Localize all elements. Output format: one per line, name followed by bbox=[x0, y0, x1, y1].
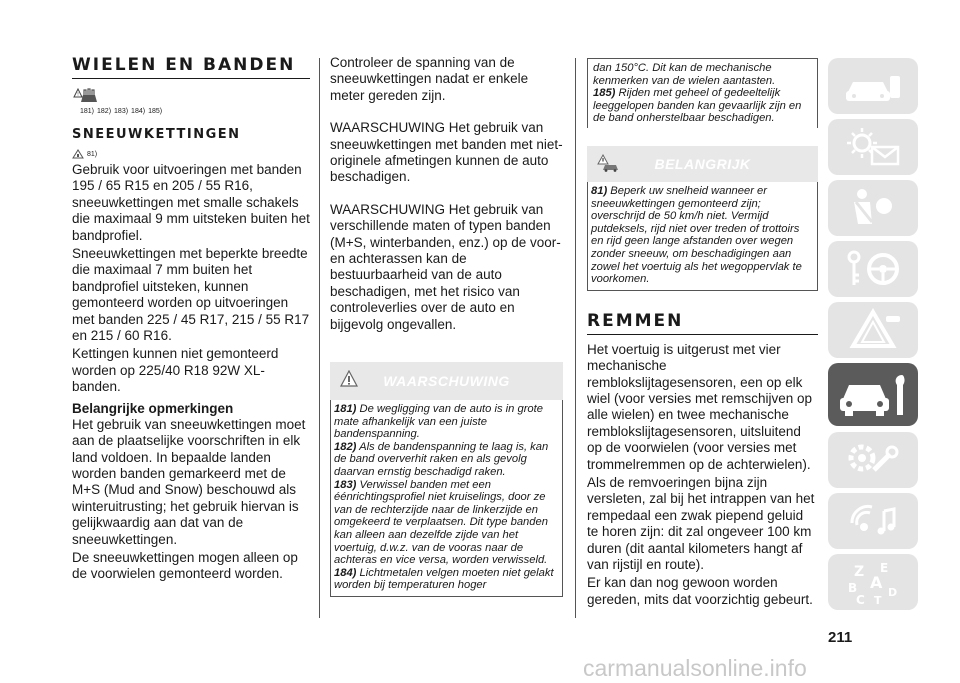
note-item bbox=[334, 479, 559, 567]
chapter-tab-safety[interactable] bbox=[828, 180, 918, 236]
chapter-tab-lights[interactable] bbox=[828, 119, 918, 175]
hand-warning-icon bbox=[72, 149, 84, 159]
warning-notes-continued bbox=[587, 58, 818, 128]
note-ref: 181) bbox=[80, 108, 95, 115]
note-item bbox=[334, 403, 559, 441]
important-title: BELANGRIJK bbox=[654, 155, 751, 172]
note-ref: 81) bbox=[87, 151, 98, 158]
index-letter: D bbox=[888, 586, 898, 599]
paragraph: Gebruik voor uitvoeringen met banden 195 / 65 R15 en 205 / 55 R16, sneeuwkettingen met smalle schakels die maximaal 9 mm uitsteken buiten het bandprofiel. bbox=[72, 162, 310, 243]
note-ref: 183) bbox=[114, 108, 129, 115]
note-number: 81) bbox=[591, 184, 608, 197]
paragraph: Als de remvoeringen bijna zijn versleten, zal bij het intrappen van het rempedaal een zwak piepend geluid te horen zijn: dit zal ongeveer 100 km duren (dit aantal kilometers hangt af van rijstijl en route). bbox=[587, 474, 815, 572]
note-ref: 184) bbox=[131, 108, 146, 115]
paragraph: WAARSCHUWING Het gebruik van verschillende maten of typen banden (M+S, winterbanden, enz.) op de voor- en achterassen kan de bestuurbaarheid van de auto beschadigen, met het risico van controleverlies over de auto en bijgevolg ongevallen. bbox=[330, 201, 561, 332]
note-item bbox=[334, 567, 559, 592]
car-dashboard-icon bbox=[828, 58, 918, 114]
car-warning-icon bbox=[597, 154, 619, 172]
note-number: 183) bbox=[334, 478, 357, 491]
note-text: De wegligging van de auto is in grote mate afhankelijk van een juiste bandenspanning. bbox=[334, 403, 543, 441]
index-letter: Z bbox=[854, 564, 865, 580]
note-text: Rijden met geheel of gedeeltelijk leeggelopen banden kan gevaarlijk zijn en de band onherstelbaar beschadigen. bbox=[593, 87, 802, 125]
svg-text:!: ! bbox=[77, 92, 80, 98]
note-number: 181) bbox=[334, 403, 357, 416]
note-item bbox=[593, 87, 812, 125]
note-references bbox=[80, 107, 310, 116]
paragraph: Controleer de spanning van de sneeuwkettingen nadat er enkele meter gereden zijn. bbox=[330, 55, 529, 103]
index-letter: T bbox=[874, 594, 882, 607]
chapter-tab-dashboard[interactable] bbox=[828, 58, 918, 114]
watermark: carmanualsonline.info bbox=[583, 655, 807, 681]
note-references bbox=[72, 149, 310, 159]
multimedia-icon bbox=[828, 493, 918, 549]
paragraph: Het voertuig is uitgerust met vier mechanische remblokslijtagesensoren, een op elk wiel (voor versies met remschijven op alle wielen) en twee mechanische remblokslijtagesensoren, uitsluitend op de voorwielen (voor versies met trommelremmen op de achterwielen). bbox=[587, 341, 813, 472]
page-number: 211 bbox=[828, 629, 853, 646]
paragraph: Er kan dan nog gewoon worden gereden, mits dat voorzichtig gebeurt. bbox=[587, 575, 813, 607]
lights-and-envelope-icon bbox=[828, 119, 918, 175]
chapter-tab-multimedia[interactable] bbox=[828, 493, 918, 549]
warning-triangle-icon bbox=[340, 370, 358, 388]
chapter-tab-technical-data[interactable] bbox=[828, 432, 918, 488]
car-wrench-icon bbox=[828, 363, 918, 426]
seatbelt-airbag-icon bbox=[828, 180, 918, 236]
paragraph: De sneeuwkettingen mogen alleen op de voorwielen gemonteerd worden. bbox=[72, 549, 298, 582]
warning-title: WAARSCHUWING bbox=[383, 373, 510, 390]
chapter-tab-starting[interactable] bbox=[828, 241, 918, 297]
index-letter: C bbox=[856, 593, 865, 607]
column-divider bbox=[319, 58, 320, 618]
important-notes bbox=[587, 182, 818, 291]
note-text: Lichtmetalen velgen moeten niet gelakt worden bij temperaturen hoger bbox=[334, 566, 554, 592]
section-title: WIELEN EN BANDEN bbox=[72, 55, 310, 79]
paragraph: Sneeuwkettingen met beperkte breedte die maximaal 7 mm buiten het bandprofiel uitsteken, kunnen gemonteerd worden op uitvoeringen met banden 225 / 45 R17, 215 / 55 R17 en 215 / 60 R16. bbox=[72, 246, 310, 344]
note-text: dan 150°C. Dit kan de mechanische kenmerken van de wielen aantasten. bbox=[593, 62, 776, 87]
subheading: Belangrijke opmerkingen bbox=[72, 400, 234, 416]
note-ref: 185) bbox=[148, 108, 163, 115]
note-text: Verwissel banden met een éénrichtingsprofiel niet kruiselings, door ze van de rechterzijde naar de linkerzijde en omgekeerd te verplaatsen. Dit type banden kan alleen aan dezelfde zijde van het voertuig, d.w.z. van de vooras naar de achteras en vice versa, worden verwisseld. bbox=[334, 478, 548, 567]
column-2 bbox=[330, 0, 563, 597]
chapter-tab-maintenance[interactable] bbox=[828, 363, 918, 426]
warning-triangle-icon bbox=[828, 302, 918, 358]
note-ref: 182) bbox=[97, 108, 112, 115]
note-item bbox=[334, 441, 559, 479]
subsection-title: SNEEUWKETTINGEN bbox=[72, 127, 241, 142]
chapter-tab-index[interactable] bbox=[828, 554, 918, 610]
key-steering-wheel-icon bbox=[828, 241, 918, 297]
warning-car-chain-icon bbox=[72, 86, 98, 104]
index-letter: E bbox=[880, 561, 889, 575]
paragraph: Kettingen kunnen niet gemonteerd worden op 225/40 R18 92W XL-banden. bbox=[72, 346, 279, 395]
section-title: REMMEN bbox=[587, 311, 818, 335]
wrench-gear-icon bbox=[828, 432, 918, 488]
warning-notes bbox=[330, 400, 563, 597]
note-text: Als de bandenspanning te laag is, kan de band oververhit raken en als gevolg daarvan ernstig beschadigd raken. bbox=[334, 440, 549, 479]
paragraph: Het gebruik van sneeuwkettingen moet aan de plaatselijke voorschriften in elk land voldoen. In bepaalde landen worden banden gemarkeerd met de M+S (Mud and Snow) beschouwd als winteruitrusting; het gebruik hiervan is gelijkwaardig aan dat van de sneeuwkettingen. bbox=[72, 416, 306, 547]
warning-box bbox=[330, 362, 563, 597]
index-letter: A bbox=[870, 573, 883, 592]
chapter-tab-emergency[interactable] bbox=[828, 302, 918, 358]
column-3 bbox=[587, 0, 818, 608]
warning-header bbox=[330, 362, 563, 400]
note-text: Beperk uw snelheid wanneer er sneeuwkettingen gemonteerd zijn; overschrijd de 50 km/h niet. Vermijd putdeksels, rijd niet over treden of trottoirs en rijd geen lange afstanden over wegen zonder sneeuw, om beschadigingen aan zowel het voertuig als het wegoppervlak te voorkomen. bbox=[591, 184, 802, 286]
important-box bbox=[587, 146, 818, 291]
note-number: 184) bbox=[334, 566, 357, 579]
paragraph: WAARSCHUWING Het gebruik van sneeuwkettingen met banden met niet-originele afmetingen kunnen de auto beschadigen. bbox=[330, 120, 563, 185]
column-divider bbox=[575, 58, 576, 618]
column-1 bbox=[72, 0, 310, 583]
note-item bbox=[591, 185, 814, 286]
index-letters-icon bbox=[828, 554, 918, 610]
tire-chain-symbol bbox=[72, 86, 98, 104]
index-letter: B bbox=[848, 581, 858, 595]
note-number: 182) bbox=[334, 440, 357, 453]
important-header bbox=[587, 146, 818, 182]
note-number: 185) bbox=[593, 87, 616, 100]
